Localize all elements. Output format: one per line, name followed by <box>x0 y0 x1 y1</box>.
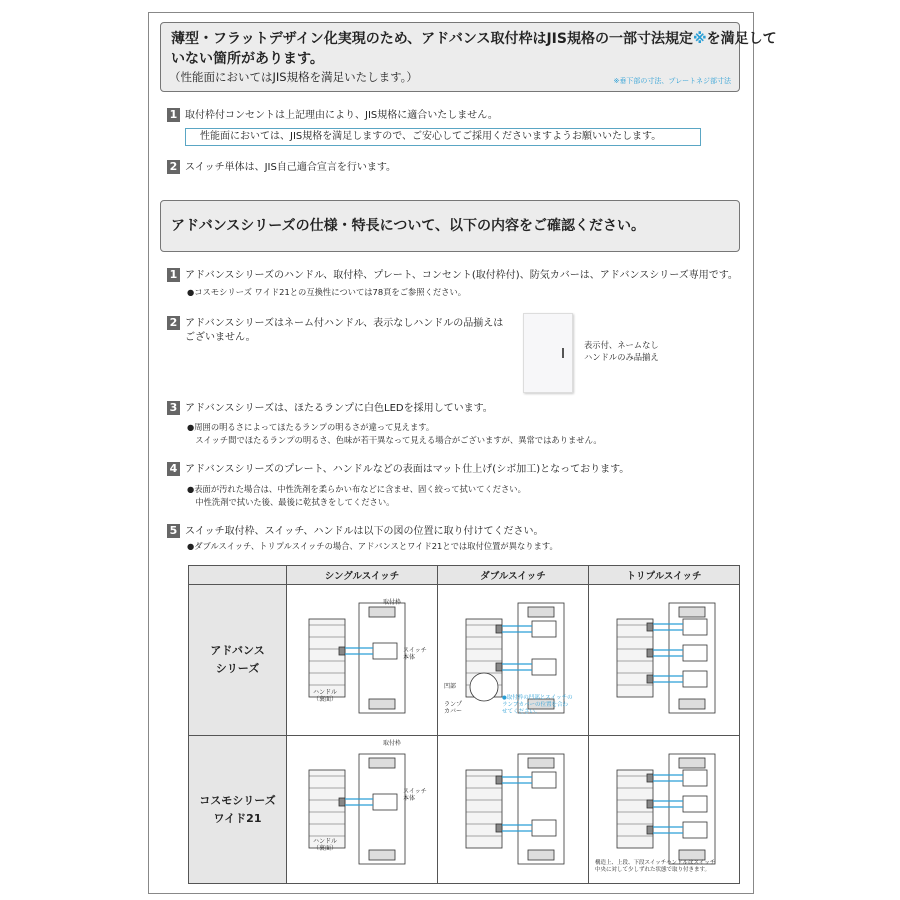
diagram-advance-triple <box>589 585 740 736</box>
mounting-position-table <box>188 565 740 884</box>
label-switch-body: スイッチ 本体 <box>403 788 427 802</box>
diagram-part <box>369 607 395 617</box>
diagram-part <box>679 607 705 617</box>
label-recess: 凹部 <box>444 683 457 690</box>
magnified-detail <box>470 673 498 701</box>
diagram-part <box>679 850 705 860</box>
label-frame: 取付枠 <box>383 599 402 606</box>
diagram-part <box>532 621 556 637</box>
handle-caption: 表示付、ネームなし ハンドルのみ品揃え <box>584 340 659 362</box>
table-row-advance <box>189 585 740 736</box>
row-label-advance: アドバンス シリーズ <box>189 585 287 736</box>
notice-item-2: 2 スイッチ単体は、JIS自己適合宣言を行います。 <box>167 160 396 175</box>
label-frame: 取付枠 <box>383 740 402 747</box>
diagram-part <box>496 663 502 671</box>
diagram-part <box>496 776 502 784</box>
diagram-part <box>647 800 653 808</box>
notice-headline-line2: いない箇所があります。 <box>171 51 324 67</box>
boxed-note: 性能面においては、JIS規格を満足しますので、ご安心してご採用くださいますようお願いいたします。 <box>185 128 701 146</box>
diagram-part <box>647 774 653 782</box>
diagram-part <box>679 758 705 768</box>
label-triple-note: 構造上、上段、下段スイッチハンドルはスイッチ 中央に対して少しずれた状態で取り付きます。 <box>595 860 716 873</box>
table-header-blank <box>189 566 287 585</box>
diagram-part <box>647 675 653 683</box>
switch-diagram-icon <box>438 736 588 883</box>
spec-item-5: 5 スイッチ取付枠、スイッチ、ハンドルは以下の図の位置に取り付けてください。 <box>167 524 544 539</box>
label-handle: ハンドル （裏面） <box>313 838 338 852</box>
label-align-note: ●取付枠の凹部とスイッチの ランプカバーの位置を合わ せてください。 <box>502 695 573 715</box>
diagram-part <box>532 820 556 836</box>
label-switch-body: スイッチ 本体 <box>403 647 427 661</box>
diagram-wide21-double <box>438 736 589 884</box>
diagram-part <box>683 822 707 838</box>
diagram-part <box>528 758 554 768</box>
notice-headline: 薄型・フラットデザイン化実現のため、アドバンス取付枠はJIS規格の一部寸法規定※を満足して <box>171 31 777 47</box>
spec-item-1: 1 アドバンスシリーズのハンドル、取付枠、プレート、コンセント(取付枠付)、防気カバーは、アドバンスシリーズ専用です。 <box>167 268 738 283</box>
spec-item-2: 2 アドバンスシリーズはネーム付ハンドル、表示なしハンドルの品揃えは <box>167 316 503 331</box>
diagram-part <box>683 770 707 786</box>
diagram-part <box>528 850 554 860</box>
spec-item-2-line2: ございません。 <box>185 332 256 343</box>
diagram-part <box>496 824 502 832</box>
notice-subline: （性能面においてはJIS規格を満足いたします。） <box>169 70 418 84</box>
diagram-part <box>518 754 564 864</box>
diagram-advance-single <box>287 585 438 736</box>
switch-diagram-icon <box>287 736 437 883</box>
spec-item-1-bullet: ●コスモシリーズ ワイド21との互換性については78頁をご参照ください。 <box>187 287 467 297</box>
spec-item-5-bullet: ●ダブルスイッチ、トリプルスイッチの場合、アドバンスとワイド21とでは取付位置が異なります。 <box>187 541 558 551</box>
spec-item-4-bullets: ●表面が汚れた場合は、中性洗剤を柔らかい布などに含ませ、固く絞って拭いてください。 中性洗剤で拭いた後、最後に乾拭きをしてください。 <box>187 484 526 507</box>
diagram-part <box>647 826 653 834</box>
diagram-part <box>532 659 556 675</box>
diagram-wide21-single <box>287 736 438 884</box>
diagram-part <box>369 758 395 768</box>
spec-item-3: 3 アドバンスシリーズは、ほたるランプに白色LEDを採用しています。 <box>167 401 493 416</box>
notice-box <box>160 22 777 92</box>
diagram-part <box>679 699 705 709</box>
label-lamp-cover: ランプ カバー <box>444 701 463 715</box>
notice-item-1: 1 取付枠付コンセントは上記理由により、JIS規格に適合いたしません。 <box>167 108 498 123</box>
diagram-part <box>647 649 653 657</box>
spec-item-3-bullets: ●周囲の明るさによってほたるランプの明るさが違って見えます。 スイッチ間でほたるランプの明るさ、色味が若干異なって見える場合がございますが、異常ではありません。 <box>187 422 602 445</box>
table-header-triple: トリプルスイッチ <box>589 566 740 585</box>
diagram-part <box>373 643 397 659</box>
diagram-part <box>339 798 345 806</box>
diagram-part <box>339 647 345 655</box>
diagram-part <box>647 623 653 631</box>
spec-heading: アドバンスシリーズの仕様・特長について、以下の内容をご確認ください。 <box>171 218 646 234</box>
diagram-part <box>528 607 554 617</box>
diagram-wide21-triple <box>589 736 740 884</box>
diagram-part <box>683 645 707 661</box>
diagram-part <box>532 772 556 788</box>
switch-diagram-icon <box>589 585 739 735</box>
notice-footnote: ※垂下部の寸法、プレートネジ部寸法 <box>613 77 731 85</box>
spec-heading-box <box>160 200 740 252</box>
table-header-row <box>189 566 740 585</box>
table-row-wide21 <box>189 736 740 884</box>
diagram-part <box>369 850 395 860</box>
diagram-part <box>683 619 707 635</box>
row-label-wide21: コスモシリーズ ワイド21 <box>189 736 287 884</box>
label-handle: ハンドル （裏面） <box>313 689 338 703</box>
handle-product-image <box>523 313 573 393</box>
table-header-double: ダブルスイッチ <box>438 566 589 585</box>
diagram-part <box>683 796 707 812</box>
table-header-single: シングルスイッチ <box>287 566 438 585</box>
diagram-part <box>496 625 502 633</box>
spec-item-4: 4 アドバンスシリーズのプレート、ハンドルなどの表面はマット仕上げ(シボ加工)となっております。 <box>167 462 629 477</box>
handle-indicator-icon <box>562 348 564 358</box>
diagram-part <box>683 671 707 687</box>
diagram-part <box>373 794 397 810</box>
diagram-advance-double <box>438 585 589 736</box>
diagram-part <box>369 699 395 709</box>
